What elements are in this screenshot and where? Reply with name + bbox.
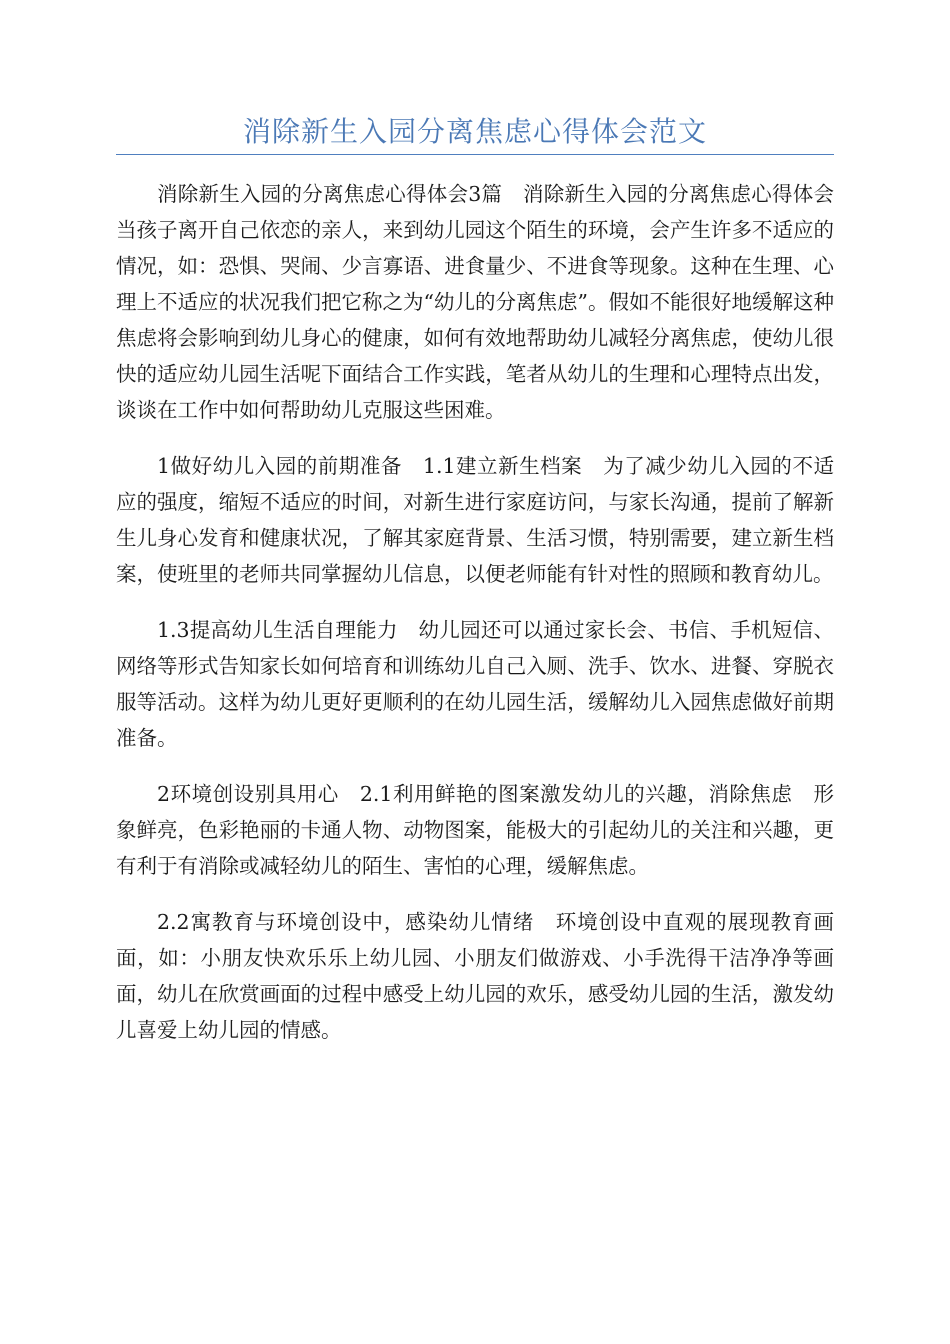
paragraph-3: 1.3提高幼儿生活自理能力 幼儿园还可以通过家长会、书信、手机短信、网络等形式告知家长如何培育和训练幼儿自己入厕、洗手、饮水、进餐、穿脱衣服等活动。这样为幼儿更好更顺利的在幼儿园生活，缓解幼儿入园焦虑做好前期准备。: [116, 618, 834, 750]
paragraph-2: 1做好幼儿入园的前期准备 1.1建立新生档案 为了减少幼儿入园的不适应的强度，缩短不适应的时间，对新生进行家庭访问，与家长沟通，提前了解新生儿身心发育和健康状况，了解其家庭背景、生活习惯，特别需要，建立新生档案，使班里的老师共同掌握幼儿信息，以便老师能有针对性的照顾和教育幼儿。: [116, 454, 834, 586]
paragraph-4: 2环境创设别具用心 2.1利用鲜艳的图案激发幼儿的兴趣，消除焦虑 形象鲜亮，色彩艳丽的卡通人物、动物图案，能极大的引起幼儿的关注和兴趣，更有利于有消除或减轻幼儿的陌生、害怕的心理，缓解焦虑。: [116, 782, 834, 878]
paragraph-1: 消除新生入园的分离焦虑心得体会3篇 消除新生入园的分离焦虑心得体会 当孩子离开自己依恋的亲人，来到幼儿园这个陌生的环境，会产生许多不适应的情况，如：恐惧、哭闹、少言寡语、进食量少、不进食等现象。这种在生理、心理上不适应的状况我们把它称之为“幼儿的分离焦虑”。假如不能很好地缓解这种焦虑将会影响到幼儿身心的健康，如何有效地帮助幼儿减轻分离焦虑，使幼儿很快的适应幼儿园生活呢下面结合工作实践，笔者从幼儿的生理和心理特点出发，谈谈在工作中如何帮助幼儿克服这些困难。: [116, 182, 855, 422]
document-body: [116, 176, 855, 1068]
title-underline: [116, 154, 834, 155]
document-title: 消除新生入园分离焦虑心得体会范文: [242, 115, 707, 148]
paragraph-5: 2.2寓教育与环境创设中，感染幼儿情绪 环境创设中直观的展现教育画面，如：小朋友快欢乐乐上幼儿园、小朋友们做游戏、小手洗得干洁净净等画面，幼儿在欣赏画面的过程中感受上幼儿园的欢乐，感受幼儿园的生活，激发幼儿喜爱上幼儿园的情感。: [116, 910, 834, 1042]
